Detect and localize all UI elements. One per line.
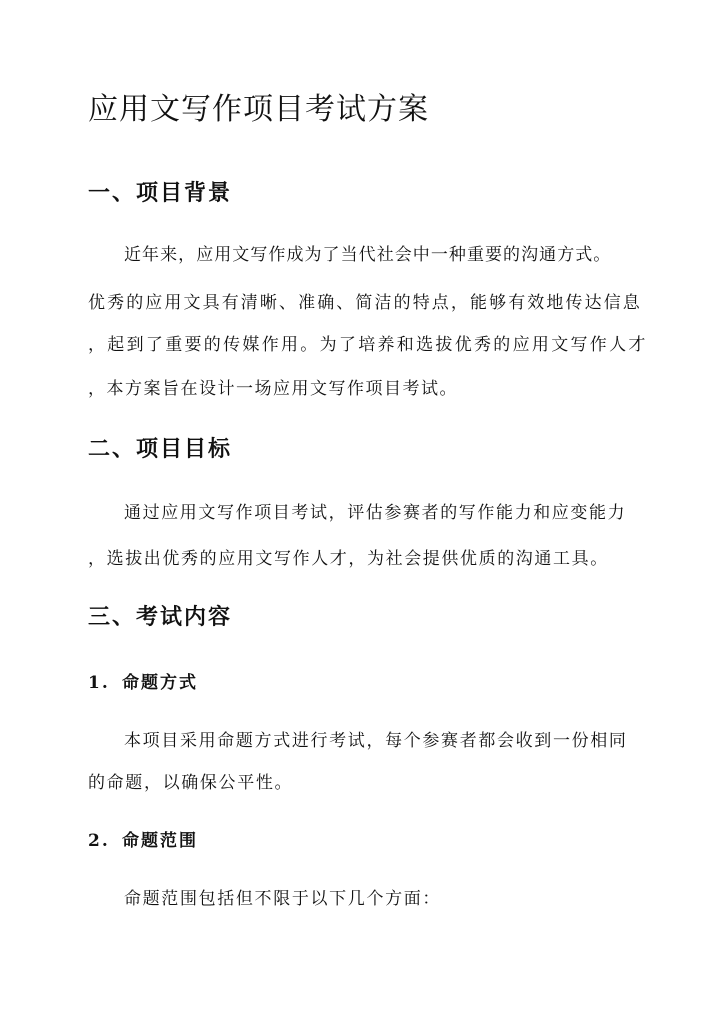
paragraph-line: ，起到了重要的传媒作用。为了培养和选拔优秀的应用文写作人才	[88, 335, 648, 355]
paragraph-line: ，选拔出优秀的应用文写作人才，为社会提供优质的沟通工具。	[88, 549, 609, 569]
paragraph-line: 命题范围包括但不限于以下几个方面：	[124, 889, 442, 909]
paragraph-line: 本项目采用命题方式进行考试，每个参赛者都会收到一份相同	[124, 731, 628, 751]
subsection-number: 1.	[88, 673, 110, 693]
subsection-title: 命题范围	[122, 831, 198, 851]
paragraph-line: 优秀的应用文具有清晰、准确、简洁的特点，能够有效地传达信息	[88, 293, 642, 313]
document-title: 应用文写作项目考试方案	[88, 92, 429, 127]
paragraph-line: 通过应用文写作项目考试，评估参赛者的写作能力和应变能力	[124, 503, 627, 523]
section-heading-background: 一、项目背景	[88, 180, 233, 206]
section-heading-content: 三、考试内容	[88, 604, 233, 630]
subsection-number: 2.	[88, 831, 110, 851]
section-heading-goals: 二、项目目标	[88, 436, 233, 462]
subsection-heading-method	[88, 668, 198, 693]
subsection-title: 命题方式	[122, 673, 198, 693]
paragraph-line: ，本方案旨在设计一场应用文写作项目考试。	[88, 379, 458, 399]
paragraph-line: 的命题，以确保公平性。	[88, 773, 294, 793]
paragraph-line: 近年来，应用文写作成为了当代社会中一种重要的沟通方式。	[124, 245, 612, 265]
subsection-heading-scope	[88, 826, 198, 851]
